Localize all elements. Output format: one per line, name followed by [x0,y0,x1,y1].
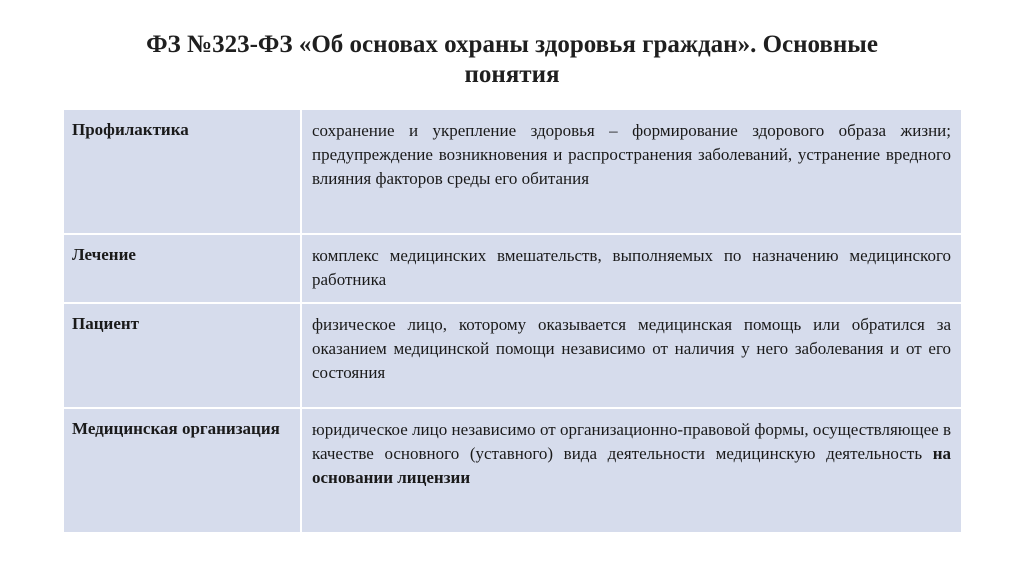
table-row [63,408,962,533]
title-line-2: понятия [464,61,560,88]
table-row [63,303,962,408]
definition-text: юридическое лицо независимо от организационно-правовой формы, осуществляющее в качестве основного (уставного) вида деятельности медицинскую деятельность [312,420,951,463]
term-cell: Пациент [63,303,301,408]
term-cell: Лечение [63,234,301,303]
definition-cell [301,408,962,533]
definition-cell: комплекс медицинских вмешательств, выполняемых по назначению медицинского работника [301,234,962,303]
definition-emphasis: на основании лицензии [312,444,952,487]
table-row [63,109,962,234]
table-row [63,234,962,303]
definition-cell: физическое лицо, которому оказывается медицинская помощь или обратился за оказанием медицинской помощи независимо от наличия у него заболевания и от его состояния [301,303,962,408]
term-cell: Профилактика [63,109,301,234]
term-cell: Медицинская организация [63,408,301,533]
page-title [0,30,1024,90]
definition-cell: сохранение и укрепление здоровья – формирование здорового образа жизни; предупреждение возникновения и распространения заболеваний, устранение вредного влияния факторов среды его обитания [301,109,962,234]
definitions-table [62,108,963,534]
title-line-1: ФЗ №323-ФЗ «Об основах охраны здоровья граждан». Основные [146,31,878,58]
